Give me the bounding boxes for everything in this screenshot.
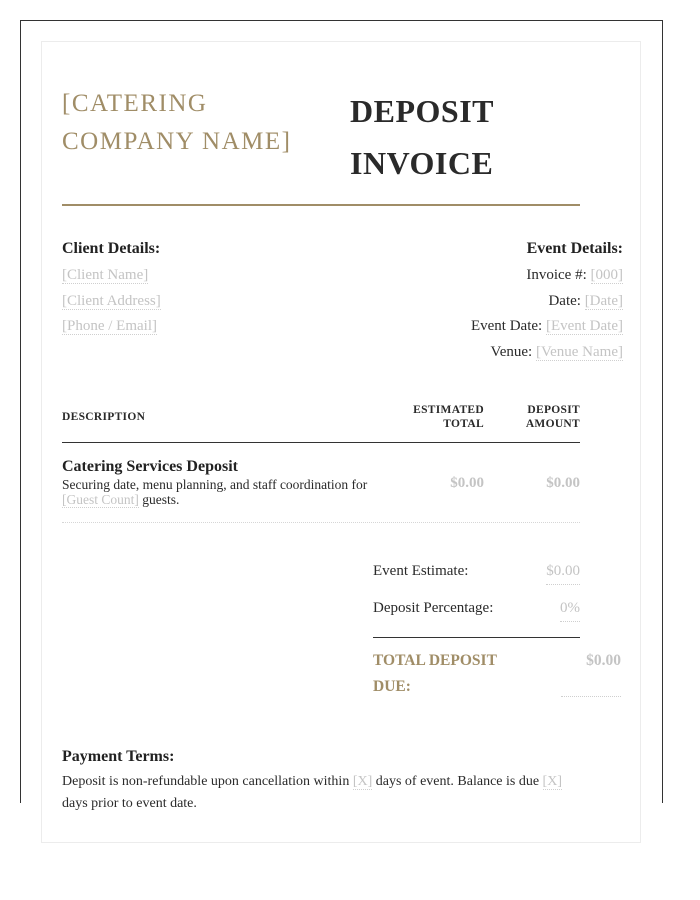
- date-field[interactable]: [Date]: [584, 292, 623, 309]
- event-date-label: Event Date:: [470, 318, 543, 335]
- column-header-deposit-line-1: DEPOSIT: [527, 404, 580, 416]
- column-header-estimated-line-1: ESTIMATED: [413, 404, 484, 416]
- payment-terms-text-2: days of event. Balance is due: [375, 774, 540, 789]
- client-details: [62, 237, 312, 340]
- line-item-description-text: Securing date, menu planning, and staff coordination for: [62, 477, 368, 492]
- document-title: [350, 85, 580, 189]
- document-title-line-1: DEPOSIT: [350, 93, 494, 129]
- line-item-deposit-amount[interactable]: $0.00: [546, 475, 580, 491]
- event-details: [323, 237, 623, 366]
- event-date-field[interactable]: [Event Date]: [545, 318, 623, 335]
- deposit-percentage-row: [373, 593, 580, 630]
- payment-terms-text-3: days prior to event date.: [62, 796, 197, 811]
- venue-row: [323, 340, 623, 366]
- event-estimate-label: Event Estimate:: [373, 563, 469, 579]
- line-item-title: Catering Services Deposit: [62, 458, 238, 475]
- client-details-heading: Client Details:: [62, 240, 161, 257]
- event-details-heading: Event Details:: [526, 240, 623, 257]
- deposit-percentage-label: Deposit Percentage:: [373, 600, 494, 616]
- company-name: [62, 85, 322, 161]
- date-row: [323, 289, 623, 315]
- guest-count-field[interactable]: [Guest Count]: [62, 492, 139, 507]
- invoice-number-field[interactable]: [000]: [590, 267, 623, 283]
- event-estimate-row: [373, 556, 580, 593]
- line-item-estimated-total[interactable]: $0.00: [450, 475, 484, 491]
- document-frame: [20, 20, 663, 811]
- payment-terms-text: [62, 771, 580, 815]
- line-items-header: [62, 401, 580, 443]
- event-estimate-value[interactable]: $0.00: [546, 561, 580, 585]
- invoice-number-label: Invoice #:: [526, 267, 587, 283]
- line-item-description-suffix: guests.: [142, 492, 180, 507]
- event-date-row: [323, 314, 623, 340]
- company-name-line-1: [CATERING: [62, 90, 208, 117]
- client-contact-field[interactable]: [Phone / Email]: [62, 318, 157, 335]
- column-header-estimated-total: [384, 403, 484, 431]
- invoice-number-row: [323, 263, 623, 289]
- column-header-estimated-line-2: TOTAL: [443, 418, 484, 430]
- summary-divider: [373, 637, 580, 638]
- payment-terms: [62, 745, 580, 815]
- table-row: [62, 443, 580, 523]
- title-divider: [62, 204, 580, 206]
- total-deposit-label: TOTAL DEPOSIT DUE:: [373, 652, 497, 695]
- column-header-description: DESCRIPTION: [62, 411, 146, 423]
- venue-field[interactable]: [Venue Name]: [535, 344, 623, 361]
- company-name-line-2: COMPANY NAME]: [62, 128, 292, 155]
- balance-days-field[interactable]: [X]: [542, 774, 562, 789]
- venue-label: Venue:: [490, 344, 533, 361]
- deposit-percentage-value[interactable]: 0%: [560, 598, 580, 622]
- date-label: Date:: [548, 292, 581, 309]
- client-name-field[interactable]: [Client Name]: [62, 267, 149, 283]
- cancellation-days-field[interactable]: [X]: [352, 774, 373, 789]
- line-item-description: [62, 477, 382, 507]
- column-header-deposit-amount: [500, 403, 580, 431]
- column-header-deposit-line-2: AMOUNT: [525, 418, 580, 430]
- payment-terms-text-1: Deposit is non-refundable upon cancellation within: [62, 774, 350, 789]
- payment-terms-heading: Payment Terms:: [62, 748, 175, 765]
- summary-block: [373, 556, 580, 630]
- total-deposit-value[interactable]: $0.00: [561, 651, 621, 697]
- document-title-line-2: INVOICE: [350, 145, 494, 181]
- client-address-field[interactable]: [Client Address]: [62, 292, 161, 309]
